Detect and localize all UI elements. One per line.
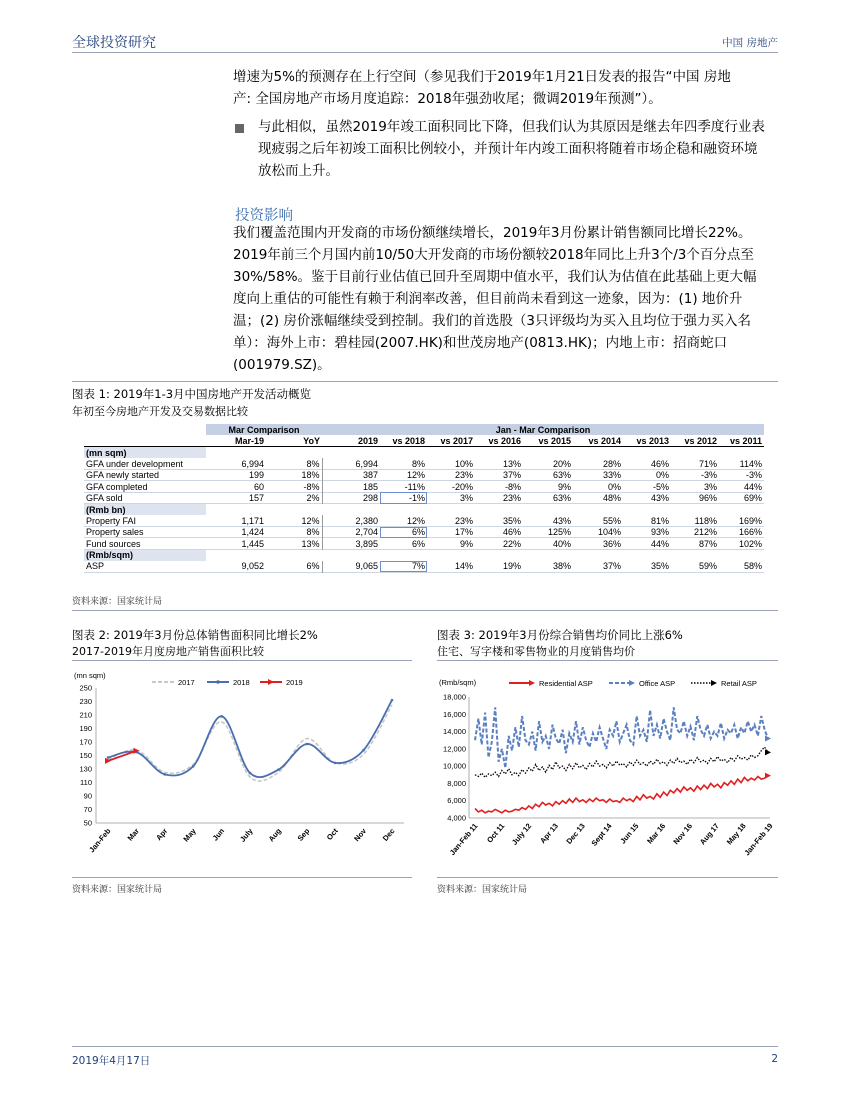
y-tick-label: 10,000 (443, 761, 466, 771)
data-point-2018 (192, 765, 195, 768)
x-tick-label: Aug (266, 826, 283, 844)
table-cell: 37% (602, 561, 621, 572)
table-cell: 44% (650, 538, 669, 549)
table-header-row (84, 435, 764, 446)
fig2-top-rule (72, 660, 412, 661)
fig1-source: 资料来源：国家统计局 (72, 597, 163, 607)
data-point-2018 (220, 715, 223, 718)
table-cell: 104% (597, 527, 621, 538)
x-tick-label: Nov 16 (671, 821, 695, 847)
table-cell: 6% (266, 561, 322, 572)
x-tick-label: Jan-Feb 19 (742, 821, 775, 858)
x-tick-label: Sept 14 (589, 821, 614, 848)
series-end-marker (765, 749, 771, 755)
x-tick-label: Mar (125, 826, 141, 843)
table-cell: 185 (362, 481, 378, 492)
table-cell: 9% (557, 481, 571, 492)
fig2-subtitle: 2017-2019年月度房地产销售面积比较 (72, 645, 264, 658)
row-label: ASP (86, 561, 105, 572)
y-axis-unit-label: (Rmb/sqm) (439, 678, 477, 687)
series-line-residential-asp (475, 776, 768, 813)
table-row (84, 470, 764, 481)
section-title: 投资影响 (235, 208, 293, 224)
y-tick-label: 50 (83, 818, 92, 828)
table-cell: -1% (380, 492, 427, 503)
row-label: GFA sold (86, 493, 123, 504)
table-cell: -3% (700, 470, 717, 481)
series-line-2017 (108, 705, 392, 781)
fig2-source: 资料来源：国家统计局 (72, 885, 163, 895)
col-header: vs 2012 (684, 435, 717, 446)
p2-line1: 我们覆盖范围内开发商的市场份额继续增长，2019年3月份累计销售额同比增长22%。 (233, 225, 752, 241)
fig3-top-rule (437, 660, 778, 661)
table-cell: 38% (552, 561, 571, 572)
table-cell: -8% (266, 481, 322, 492)
data-point-2018 (362, 749, 365, 752)
col-header: 2019 (357, 435, 378, 446)
table-cell: 59% (698, 561, 717, 572)
x-tick-label: Nov (352, 826, 369, 844)
table-cell: 118% (694, 515, 717, 526)
col-header: vs 2011 (729, 435, 762, 446)
row-label: GFA under development (86, 458, 184, 469)
table-cell: 166% (738, 527, 762, 538)
y-tick-label: 110 (80, 778, 92, 787)
unit-label: (mn sqm) (84, 447, 206, 458)
table-cell: 13% (502, 458, 521, 469)
legend-label: Residential ASP (539, 679, 593, 688)
y-axis-unit-label: (mn sqm) (74, 671, 106, 680)
col-header: vs 2016 (488, 435, 521, 446)
table-cell: 93% (650, 527, 669, 538)
group-mar-header: Mar Comparison (206, 424, 322, 435)
unit-row (84, 447, 764, 458)
fig1-table (84, 424, 764, 573)
table-cell: 8% (411, 458, 425, 469)
table-cell: 71% (698, 458, 717, 469)
table-cell: 96% (698, 493, 717, 504)
p2-line4: 度向上重估的可能性有赖于利润率改善，但目前尚未看到这一迹象，因为：(1) 地价升 (233, 291, 743, 307)
y-tick-label: 150 (79, 751, 92, 760)
series-line-retail-asp (475, 747, 768, 777)
legend-label: 2018 (233, 678, 250, 687)
y-tick-label: 230 (79, 697, 92, 706)
row-label: Property FAI (86, 515, 137, 526)
data-point-2018 (164, 773, 167, 776)
x-tick-label: May (181, 826, 198, 844)
table-cell: 60 (253, 481, 264, 492)
fig1-bottom-rule (72, 610, 778, 611)
table-cell: 102% (738, 538, 762, 549)
page-number: 2 (771, 1053, 778, 1065)
x-tick-label: Dec 13 (564, 821, 587, 846)
col-header: vs 2015 (538, 435, 571, 446)
legend-label: 2019 (286, 678, 303, 687)
table-cell: 9% (459, 538, 473, 549)
legend-arrow-icon (529, 680, 535, 686)
bullet-line1: 与此相似，虽然2019年竣工面积同比下降，但我们认为其原因是继去年四季度行业表 (258, 119, 765, 135)
row-label: Property sales (86, 527, 144, 538)
x-tick-label: July 12 (509, 821, 534, 847)
p1-line1: 增速为5%的预测存在上行空间（参见我们于2019年1月21日发表的报告“中国 房地 (233, 69, 731, 85)
y-tick-label: 130 (79, 764, 92, 774)
p2-line3: 30%/58%。鉴于目前行业估值已回升至周期中值水平，我们认为估值在此基础上更大幅 (233, 269, 757, 285)
table-cell: 125% (547, 527, 571, 538)
table-cell: 8% (266, 527, 322, 538)
row-label: GFA newly started (86, 470, 160, 481)
col-header: vs 2018 (392, 435, 425, 446)
table-cell: 37% (502, 470, 521, 481)
legend-label: 2017 (178, 678, 195, 687)
table-cell: 3,895 (355, 538, 378, 549)
group-jan-header: Jan - Mar Comparison (322, 424, 764, 435)
footer-divider (72, 1046, 778, 1047)
table-cell: 9,052 (241, 561, 264, 572)
table-cell: 58% (743, 561, 762, 572)
y-tick-label: 12,000 (443, 744, 466, 754)
x-tick-label: Aug 17 (697, 821, 721, 847)
fig3-title: 图表 3: 2019年3月份综合销售均价同比上涨6% (437, 628, 683, 642)
table-cell: 1,424 (241, 527, 264, 538)
table-cell: 12% (266, 515, 322, 526)
y-tick-label: 170 (79, 737, 92, 747)
col-header: vs 2017 (440, 435, 473, 446)
table-cell: 298 (362, 493, 378, 504)
x-tick-label: July (237, 826, 255, 844)
bullet-square-icon (235, 124, 244, 133)
table-cell: 2% (266, 492, 322, 503)
y-tick-label: 18,000 (443, 692, 466, 702)
p2-line6: 单）：海外上市：碧桂园(2007.HK)和世茂房地产(0813.HK)；内地上市：招商蛇口 (233, 335, 728, 351)
y-tick-label: 8,000 (447, 778, 466, 788)
table-cell: 20% (552, 458, 571, 469)
table-row (84, 458, 764, 469)
paragraph-1 (233, 66, 793, 110)
x-tick-label: Apr 13 (538, 821, 560, 846)
data-point-2018 (306, 743, 309, 746)
table-cell: 23% (454, 515, 473, 526)
data-point-2018 (107, 756, 110, 759)
legend-arrow-icon (711, 680, 717, 686)
x-tick-label: Apr (154, 826, 170, 843)
table-cell: 43% (650, 493, 669, 504)
table-row (84, 561, 764, 572)
x-tick-label: Oct (324, 826, 340, 842)
table-cell: 13% (266, 538, 322, 549)
x-tick-label: Oct 11 (484, 821, 507, 845)
fig3-line-chart (437, 666, 778, 876)
table-cell: 28% (602, 458, 621, 469)
table-cell: 63% (552, 470, 571, 481)
table-row (84, 515, 764, 526)
table-cell: 3% (459, 493, 473, 504)
table-cell: 212% (693, 527, 717, 538)
table-cell: 169% (738, 515, 762, 526)
table-cell: 9,065 (355, 561, 378, 572)
table-cell: 17% (454, 527, 473, 538)
table-cell: 7% (380, 561, 427, 572)
table-cell: 0% (607, 481, 621, 492)
table-row (84, 527, 764, 538)
fig3-subtitle: 住宅、写字楼和零售物业的月度销售均价 (437, 645, 635, 658)
table-cell: 40% (552, 538, 571, 549)
y-tick-label: 4,000 (447, 813, 466, 823)
table-cell: 10% (454, 458, 473, 469)
table-cell: 387 (362, 470, 378, 481)
table-cell: 33% (602, 470, 621, 481)
table-cell: 6,994 (355, 458, 378, 469)
x-tick-label: Sep (295, 826, 312, 843)
table-cell: 1,171 (241, 515, 264, 526)
unit-row (84, 549, 764, 560)
data-point-2018 (334, 762, 337, 765)
row-label: Fund sources (86, 538, 141, 549)
table-cell: 18% (266, 470, 322, 481)
table-cell: 12% (406, 470, 425, 481)
header-divider (72, 52, 778, 53)
table-cell: 2,704 (355, 527, 378, 538)
col-header: vs 2013 (636, 435, 669, 446)
table-cell: 6% (380, 527, 427, 538)
table-cell: 2,380 (355, 515, 378, 526)
table-cell: 157 (248, 493, 264, 504)
table-cell: 6% (411, 538, 425, 549)
x-tick-label: Jan-Feb (87, 826, 113, 855)
row-label: GFA completed (86, 481, 148, 492)
table-cell: 1,445 (241, 538, 264, 549)
unit-row (84, 504, 764, 515)
p2-line2: 2019年前三个月国内前10/50大开发商的市场份额较2018年同比上升3个/3个百分点至 (233, 247, 754, 263)
y-tick-label: 70 (83, 805, 92, 814)
data-point-2018 (277, 768, 280, 771)
table-row (84, 492, 764, 503)
table-cell: -20% (451, 481, 473, 492)
table-cell: 35% (650, 561, 669, 572)
table-cell: 6,994 (241, 458, 264, 469)
table-cell: 87% (698, 538, 717, 549)
table-cell: 35% (502, 515, 521, 526)
report-sector: 中国 房地产 (722, 37, 778, 49)
y-tick-label: 16,000 (443, 709, 466, 719)
p2-line7: (001979.SZ)。 (233, 357, 331, 373)
y-tick-label: 14,000 (443, 727, 466, 737)
x-tick-label: Jun (210, 826, 227, 843)
table-cell: 3% (703, 481, 717, 492)
x-tick-label: Jan-Feb 11 (447, 821, 480, 857)
table-cell: 63% (552, 493, 571, 504)
p1-line2: 产: 全国房地产市场月度追踪：2018年强劲收尾；微调2019年预测”）。 (233, 91, 662, 107)
table-cell: 23% (454, 470, 473, 481)
p2-line5: 温；(2) 房价涨幅继续受到控制。我们的首选股（3只评级均为买入且均位于强力买入名 (233, 313, 752, 329)
table-cell: 43% (552, 515, 571, 526)
table-cell: 199 (248, 470, 264, 481)
table-cell: 23% (502, 493, 521, 504)
legend-label: Office ASP (639, 679, 676, 688)
table-cell: 48% (602, 493, 621, 504)
series-end-marker (765, 735, 771, 741)
col-header: vs 2014 (588, 435, 621, 446)
y-tick-label: 250 (79, 683, 92, 693)
table-cell: 14% (454, 561, 473, 572)
paragraph-2 (233, 222, 793, 376)
y-tick-label: 190 (79, 724, 92, 733)
data-point-2018 (249, 772, 252, 775)
fig1-top-rule (72, 381, 778, 382)
table-cell: -8% (504, 481, 521, 492)
table-cell: 55% (602, 515, 621, 526)
table-cell: 12% (406, 515, 425, 526)
table-cell: 46% (502, 527, 521, 538)
table-cell: -3% (745, 470, 762, 481)
y-tick-label: 90 (83, 791, 92, 801)
table-cell: 44% (743, 481, 762, 492)
bullet-line2: 现疲弱之后年初竣工面积比例较小，并预计年内竣工面积将随着市场企稳和融资环境 (258, 141, 758, 157)
legend-marker-2019 (268, 679, 274, 685)
data-point-2018 (391, 699, 394, 702)
table-cell: 19% (502, 561, 521, 572)
table-cell: 36% (602, 538, 621, 549)
table-cell: 46% (650, 458, 669, 469)
table-cell: -11% (404, 481, 425, 492)
table-cell: 81% (650, 515, 669, 526)
table-cell: 114% (739, 458, 762, 469)
col-header: YoY (303, 435, 320, 446)
bullet-line3: 放松而上升。 (258, 163, 339, 179)
table-row (84, 538, 764, 549)
x-tick-label: Jun 15 (618, 821, 641, 846)
fig2-title: 图表 2: 2019年3月份总体销售面积同比增长2% (72, 628, 318, 642)
bullet-paragraph (258, 116, 793, 182)
table-cell: -5% (652, 481, 669, 492)
legend-marker-2018 (216, 680, 220, 684)
fig2-line-chart (72, 666, 412, 876)
x-tick-label: Dec (380, 826, 397, 843)
unit-label: (Rmb bn) (84, 504, 206, 515)
series-line-office-asp (475, 707, 768, 768)
table-cell: 22% (502, 538, 521, 549)
y-tick-label: 6,000 (447, 796, 466, 806)
series-line-2018 (108, 700, 392, 777)
legend-arrow-icon (629, 680, 635, 686)
fig1-title: 图表 1: 2019年1-3月中国房地产开发活动概览 (72, 387, 312, 401)
table-cell: 8% (266, 458, 322, 469)
table-cell: 0% (655, 470, 669, 481)
unit-label: (Rmb/sqm) (84, 549, 206, 560)
col-header: Mar-19 (234, 435, 264, 446)
table-group-row (84, 424, 764, 435)
x-tick-label: Mar 16 (645, 821, 668, 846)
y-tick-label: 210 (79, 710, 92, 720)
footer-date: 2019年4月17日 (72, 1055, 151, 1067)
fig3-source: 资料来源：国家统计局 (437, 885, 528, 895)
x-tick-label: May 18 (724, 821, 748, 847)
table-row (84, 481, 764, 492)
series-end-marker (765, 773, 771, 779)
table-cell: 69% (743, 493, 762, 504)
fig2-bottom-rule (72, 877, 412, 878)
report-brand: 全球投资研究 (72, 35, 156, 51)
legend-label: Retail ASP (721, 679, 757, 688)
fig3-bottom-rule (437, 877, 778, 878)
fig1-subtitle: 年初至今房地产开发及交易数据比较 (72, 405, 248, 418)
